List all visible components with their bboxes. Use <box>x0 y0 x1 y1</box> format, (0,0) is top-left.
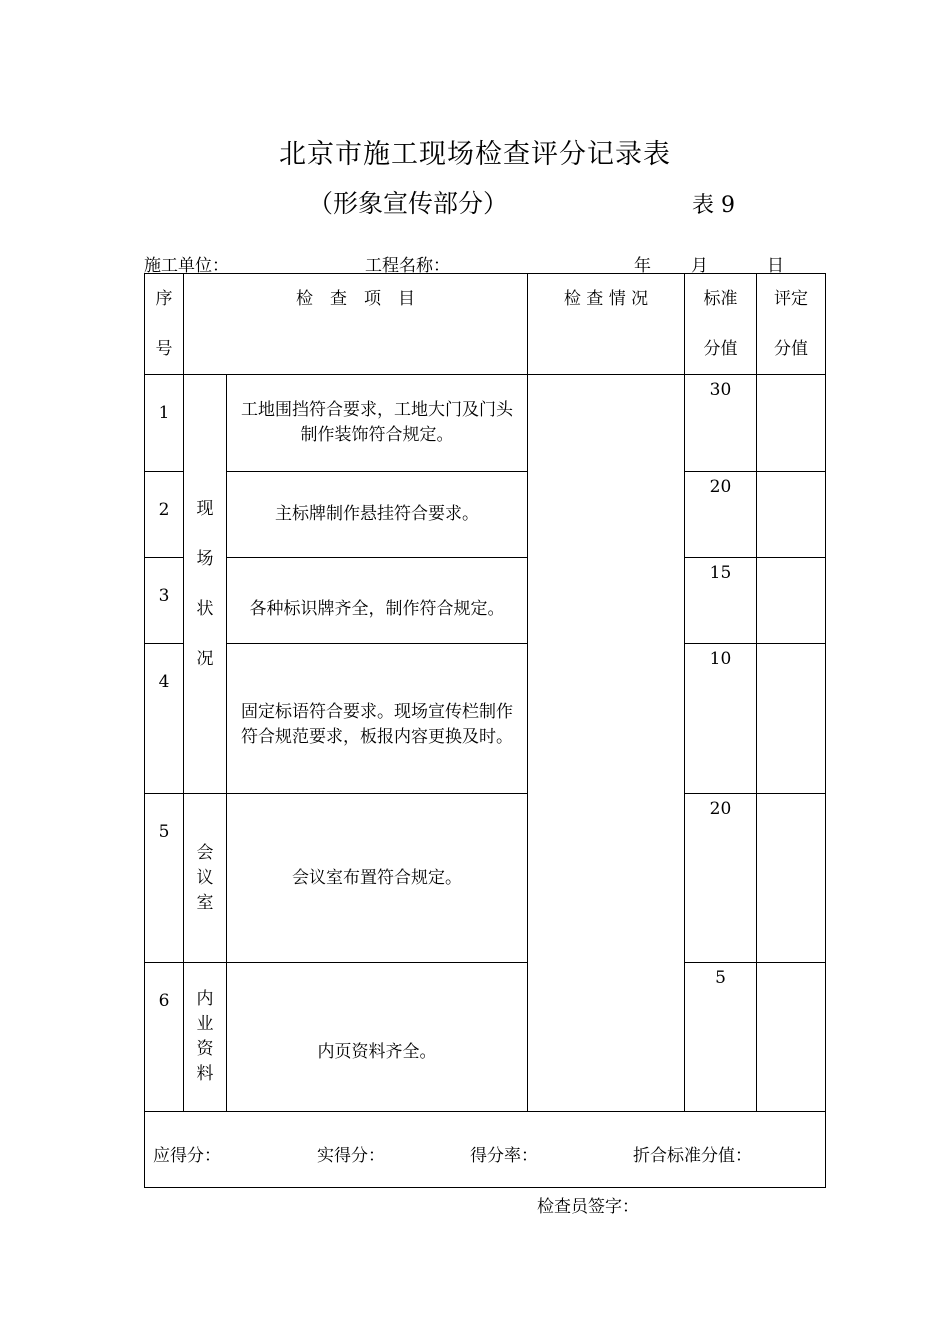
table-row <box>145 558 826 644</box>
row-seq: 2 <box>145 472 184 558</box>
table-row <box>145 963 826 1112</box>
table-row <box>145 472 826 558</box>
page-subtitle: （形象宣传部分） <box>308 189 509 218</box>
table-row <box>145 644 826 794</box>
standard-score-header <box>685 274 757 375</box>
should-score-label: 应得分： <box>153 1146 221 1166</box>
category-site-char: 场 <box>196 549 214 569</box>
category-site-char: 状 <box>196 599 214 619</box>
category-meeting-char: 议 <box>196 867 214 888</box>
row-evaluated-score[interactable] <box>757 644 826 794</box>
row-seq: 6 <box>145 963 184 1112</box>
category-internal-char: 资 <box>196 1039 214 1059</box>
row-standard-score: 10 <box>685 644 757 794</box>
row-standard-score: 15 <box>685 558 757 644</box>
category-internal-documents <box>184 963 227 1112</box>
table-row <box>145 794 826 963</box>
category-internal-char: 业 <box>196 1014 214 1034</box>
row-seq: 1 <box>145 375 184 472</box>
row-item: 内页资料齐全。 <box>227 963 528 1112</box>
row-evaluated-score[interactable] <box>757 558 826 644</box>
converted-score-label: 折合标准分值： <box>633 1146 752 1166</box>
standard-score-header-line2: 分值 <box>703 339 738 359</box>
category-site-char: 现 <box>196 499 214 519</box>
evaluated-score-header-line2: 分值 <box>774 339 808 359</box>
category-internal-char: 内 <box>196 989 214 1009</box>
row-standard-score: 30 <box>685 375 757 472</box>
row-seq: 4 <box>145 644 184 794</box>
row-seq: 5 <box>145 794 184 963</box>
row-seq: 3 <box>145 558 184 644</box>
seq-header-line1: 序 <box>155 289 173 309</box>
category-internal-char: 料 <box>196 1064 214 1084</box>
score-rate-label: 得分率： <box>470 1146 538 1166</box>
row-evaluated-score[interactable] <box>757 963 826 1112</box>
construction-unit-label: 施工单位： <box>144 256 229 276</box>
evaluated-score-header <box>757 274 826 375</box>
status-header: 检 查 情 况 <box>528 274 685 375</box>
year-label: 年 <box>634 256 651 276</box>
row-item: 会议室布置符合规定。 <box>227 794 528 963</box>
item-header: 检 查 项 目 <box>184 274 528 375</box>
seq-header-line2: 号 <box>155 339 173 359</box>
inspection-table <box>144 273 826 1188</box>
evaluated-score-header-line1: 评定 <box>774 289 808 309</box>
row-evaluated-score[interactable] <box>757 794 826 963</box>
month-label: 月 <box>691 256 708 276</box>
row-evaluated-score[interactable] <box>757 375 826 472</box>
category-meeting-char: 会 <box>196 842 214 863</box>
page-title: 北京市施工现场检查评分记录表 <box>279 139 671 170</box>
row-item: 工地围挡符合要求，工地大门及门头制作装饰符合规定。 <box>227 375 528 472</box>
row-item: 主标牌制作悬挂符合要求。 <box>227 472 528 558</box>
table-number: 表 9 <box>692 193 735 218</box>
table-header-row <box>145 274 826 375</box>
actual-score-label: 实得分： <box>317 1146 385 1166</box>
category-meeting-room <box>184 794 227 963</box>
summary-row <box>145 1112 826 1188</box>
status-cell[interactable] <box>528 375 685 1112</box>
day-label: 日 <box>767 256 784 276</box>
row-standard-score: 5 <box>685 963 757 1112</box>
row-evaluated-score[interactable] <box>757 472 826 558</box>
table-row <box>145 375 826 472</box>
inspector-signature-label: 检查员签字： <box>537 1197 639 1217</box>
category-site-char: 况 <box>196 649 214 669</box>
row-standard-score: 20 <box>685 794 757 963</box>
standard-score-header-line1: 标准 <box>703 289 738 309</box>
seq-header <box>145 274 184 375</box>
row-item: 各种标识牌齐全，制作符合规定。 <box>227 558 528 644</box>
row-standard-score: 20 <box>685 472 757 558</box>
category-meeting-char: 室 <box>196 892 214 913</box>
category-site <box>184 375 227 794</box>
project-name-label: 工程名称： <box>365 256 450 276</box>
row-item: 固定标语符合要求。现场宣传栏制作符合规范要求，板报内容更换及时。 <box>227 644 528 794</box>
summary-cell <box>145 1112 826 1188</box>
